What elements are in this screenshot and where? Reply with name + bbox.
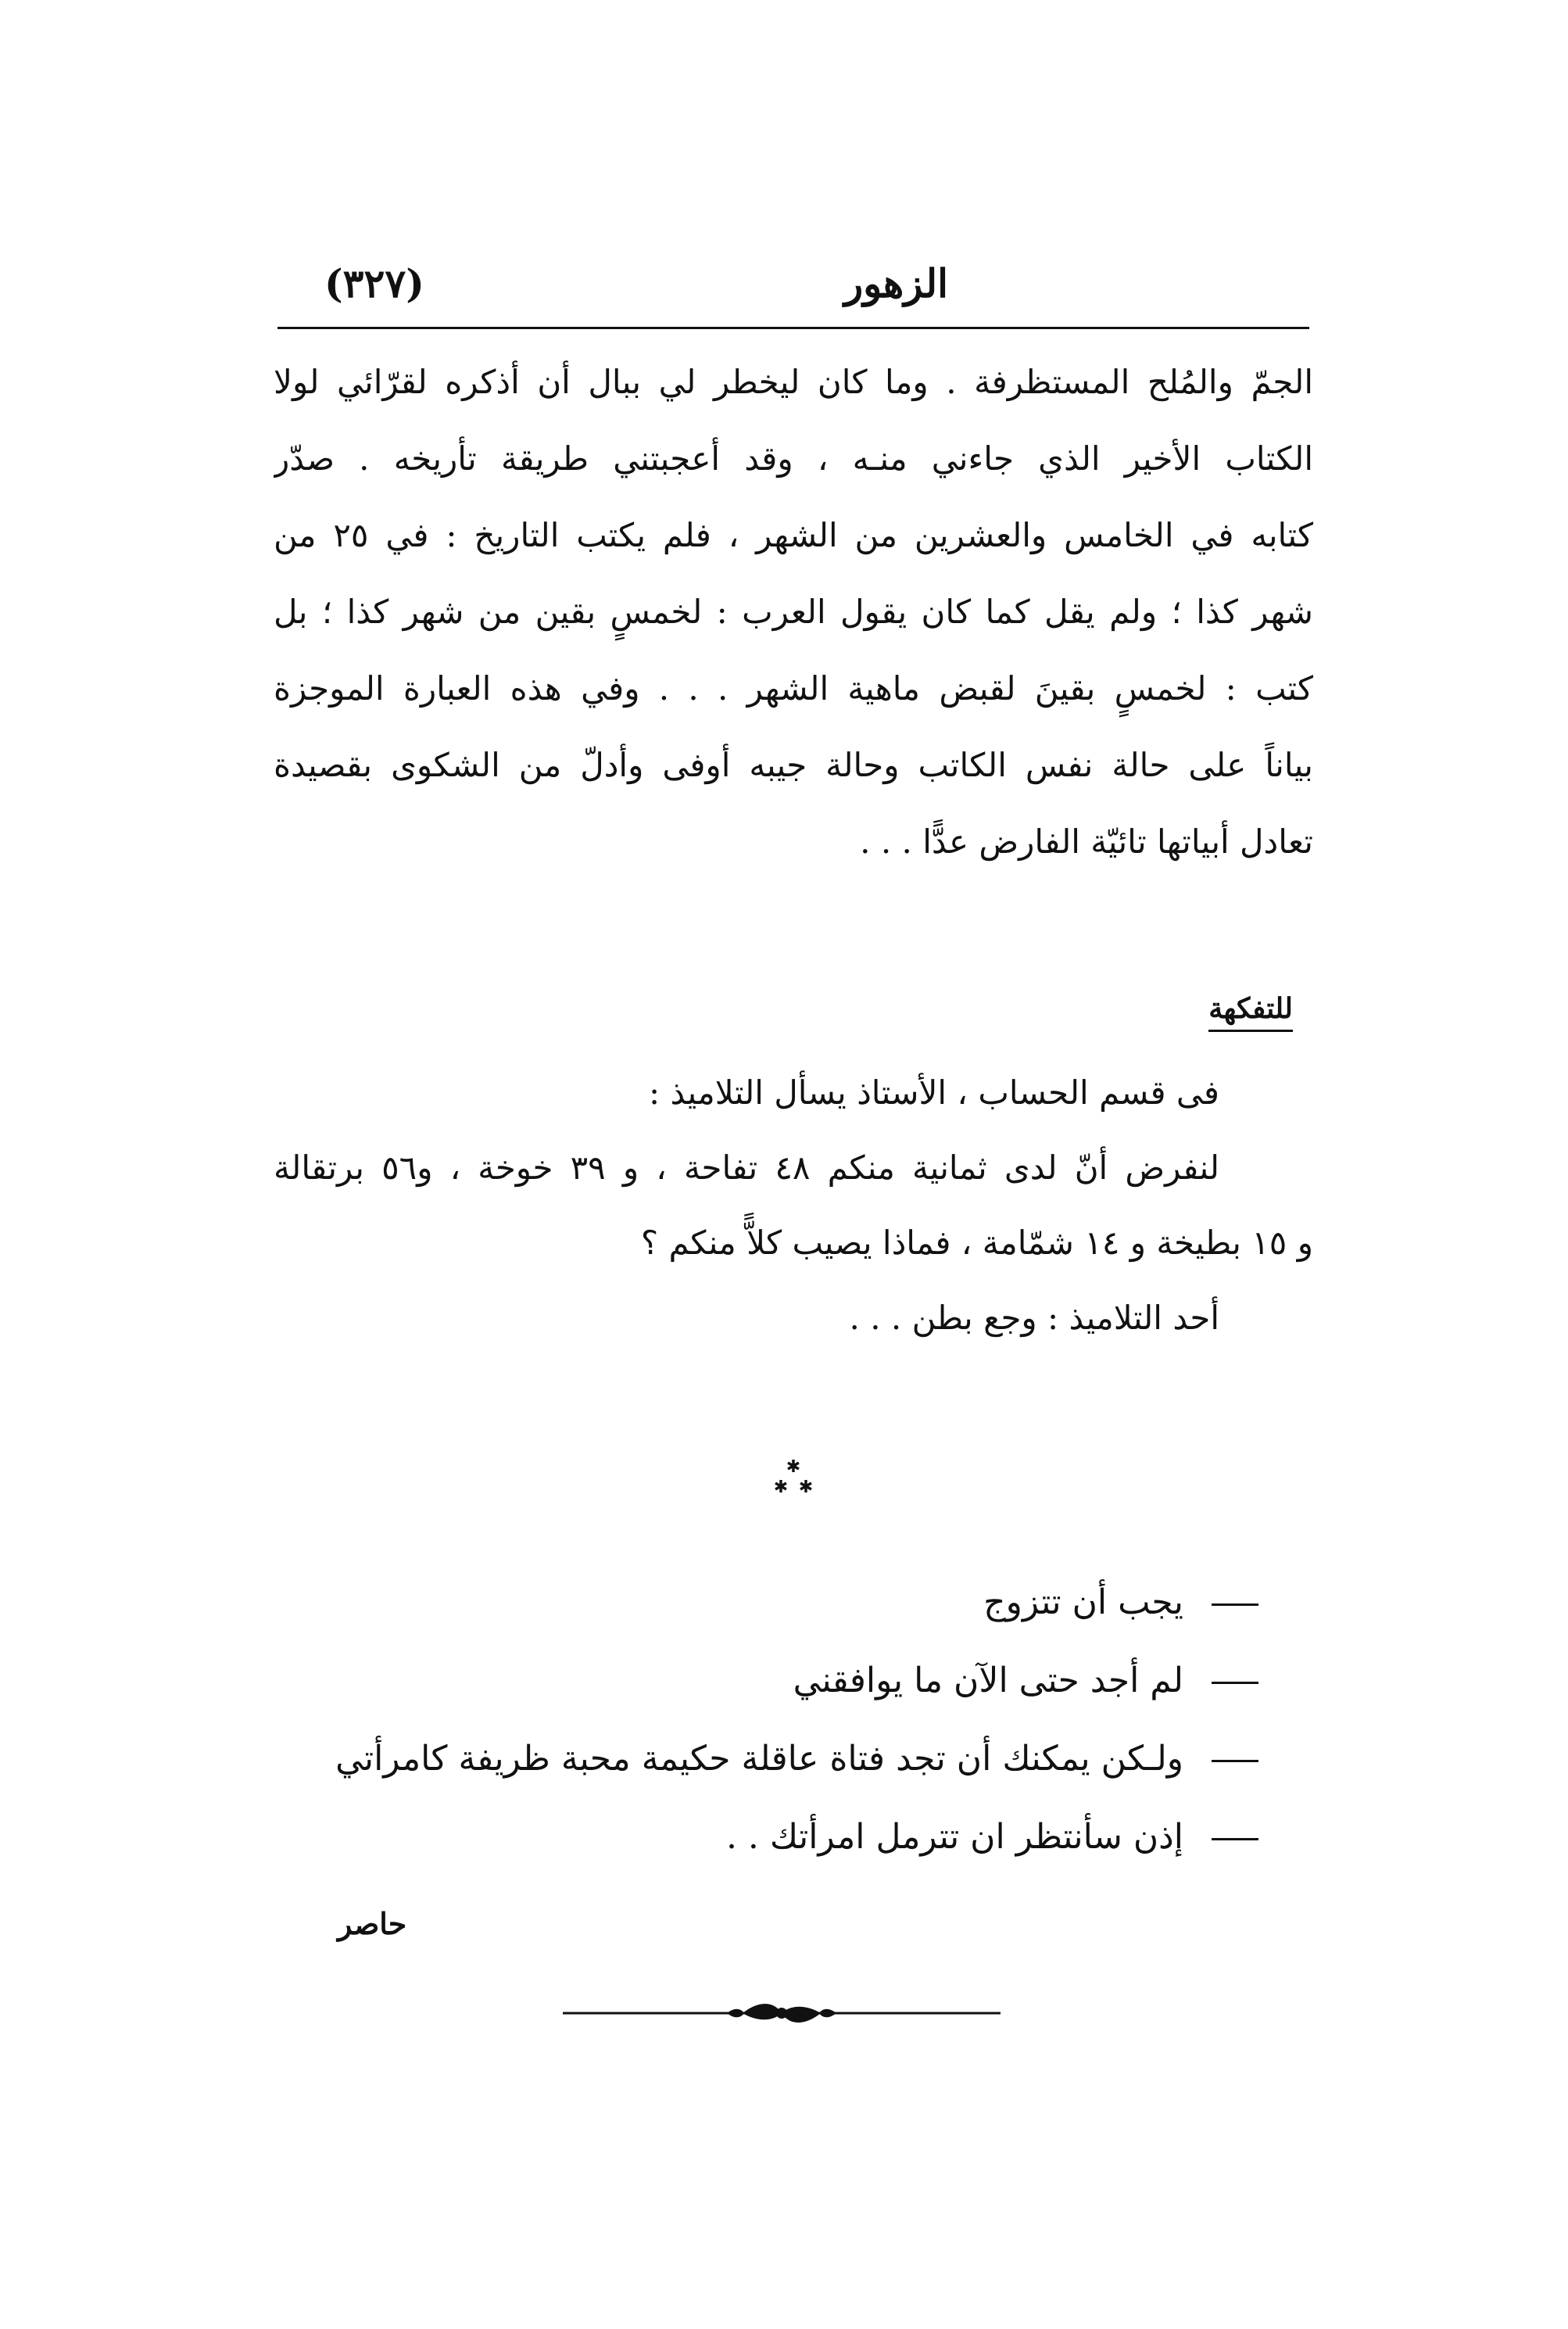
dialogue-line: و ١٥ بطيخة و ١٤ شمّامة ، فماذا يصيب كلاًّ منكم ؟ [640,1224,1313,1262]
joke-dialogue [274,1055,1313,1356]
svg-text:✱: ✱ [786,1458,801,1477]
paragraph-line: كتب : لخمسٍ بقينَ لقبض ماهية الشهر . . . وفي هذه العبارة الموجزة [274,669,1313,708]
body-paragraph [274,344,1313,880]
reply-text: ولـكن يمكنك أن تجد فتاة عاقلة حكيمة محبة ظريفة كامرأتي [335,1739,1183,1779]
paragraph-line: كتابه في الخامس والعشرين من الشهر ، فلم يكتب التاريخ : في ٢٥ من [274,516,1313,554]
dash-mark [1212,1838,1258,1840]
section-heading: للتفكهة [1208,989,1293,1032]
paragraph-line: شهر كذا ؛ ولم يقل كما كان يقول العرب : لخمسٍ بقين من شهر كذا ؛ بل [274,593,1313,631]
dash-mark [1212,1760,1258,1762]
reply-text: لم أجد حتى الآن ما يوافقني [793,1661,1183,1700]
paragraph-line: الجمّ والمُلح المستظرفة . وما كان ليخطر لي ببال أن أذكره لقرّائي لولا [274,363,1313,401]
paragraph-line: تعادل أبياتها تائيّة الفارض عدًّا . . . [860,822,1313,861]
reply-line [250,1720,1258,1798]
ornament-divider [563,1998,1001,2029]
dialogue-line: فى قسم الحساب ، الأستاذ يسأل التلاميذ : [649,1073,1219,1112]
reply-line [250,1798,1258,1876]
page-number: (٣٢٧) [324,260,424,306]
reply-text: إذن سأنتظر ان تترمل امرأتك . . [725,1817,1183,1857]
paragraph-line: الكتاب الأخير الذي جاءني منـه ، وقد أعجبتني طريقة تأريخه . صدّر [274,439,1313,478]
running-title: الزهور [843,260,948,306]
header-rule [277,327,1309,329]
dash-mark [1212,1682,1258,1684]
reply-text: يجب أن تتزوج [983,1582,1183,1622]
reply-line [250,1642,1258,1720]
asterism-separator [762,1458,825,1505]
dash-mark [1212,1603,1258,1606]
dialogue-replies [250,1564,1258,1876]
dialogue-line: أحد التلاميذ : وجع بطن . . . [849,1299,1219,1337]
svg-text:✱: ✱ [773,1478,789,1497]
paragraph-line: بياناً على حالة نفس الكاتب وحالة جيبه أوفى وأدلّ من الشكوى بقصيدة [274,746,1313,784]
dialogue-line: لنفرض أنّ لدى ثمانية منكم ٤٨ تفاحة ، و ٣٩ خوخة ، و٥٦ برتقالة [274,1148,1220,1187]
author-signature: حاصر [338,1906,407,1941]
svg-text:✱: ✱ [798,1478,814,1497]
page-header [277,249,1309,319]
reply-line [250,1564,1258,1642]
